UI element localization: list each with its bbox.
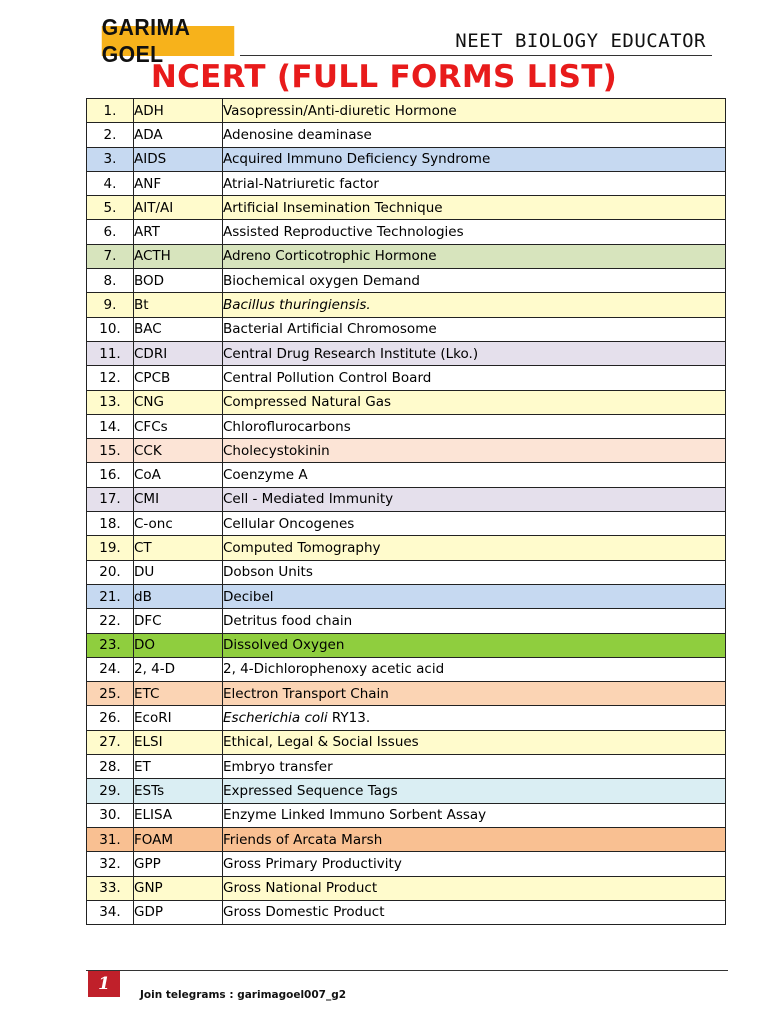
- table-row: [87, 633, 726, 657]
- table-row: [87, 779, 726, 803]
- table-row: [87, 900, 726, 924]
- table-row: [87, 220, 726, 244]
- page-title: NCERT (FULL FORMS LIST): [150, 59, 618, 95]
- page-number-badge: 1: [88, 971, 120, 997]
- abbreviation-cell: ELISA: [134, 803, 223, 827]
- brand-logo: GARIMA GOEL: [102, 26, 234, 56]
- table-row: [87, 755, 726, 779]
- row-number: 14.: [87, 414, 134, 438]
- abbreviation-cell: GPP: [134, 852, 223, 876]
- row-number: 27.: [87, 730, 134, 754]
- full-form-cell: Compressed Natural Gas: [223, 390, 726, 414]
- row-number: 21.: [87, 584, 134, 608]
- full-forms-table: [86, 98, 726, 925]
- row-number: 25.: [87, 682, 134, 706]
- table-row: [87, 803, 726, 827]
- row-number: 18.: [87, 512, 134, 536]
- abbreviation-cell: AIDS: [134, 147, 223, 171]
- table-row: [87, 196, 726, 220]
- header-divider: [240, 55, 712, 56]
- table-row: [87, 852, 726, 876]
- row-number: 9.: [87, 293, 134, 317]
- full-form-suffix: RY13.: [327, 710, 371, 727]
- row-number: 32.: [87, 852, 134, 876]
- full-form-cell: Cholecystokinin: [223, 439, 726, 463]
- row-number: 30.: [87, 803, 134, 827]
- row-number: 15.: [87, 439, 134, 463]
- table-row: [87, 512, 726, 536]
- full-form-cell: Computed Tomography: [223, 536, 726, 560]
- row-number: 4.: [87, 171, 134, 195]
- table-row: [87, 560, 726, 584]
- abbreviation-cell: CT: [134, 536, 223, 560]
- full-form-cell: Adenosine deaminase: [223, 123, 726, 147]
- row-number: 3.: [87, 147, 134, 171]
- full-form-cell: Vasopressin/Anti-diuretic Hormone: [223, 99, 726, 123]
- row-number: 29.: [87, 779, 134, 803]
- full-form-cell: Embryo transfer: [223, 755, 726, 779]
- abbreviation-cell: ANF: [134, 171, 223, 195]
- abbreviation-cell: DO: [134, 633, 223, 657]
- full-form-cell: Biochemical oxygen Demand: [223, 269, 726, 293]
- table-row: [87, 439, 726, 463]
- row-number: 31.: [87, 827, 134, 851]
- table-row: [87, 244, 726, 268]
- row-number: 5.: [87, 196, 134, 220]
- row-number: 7.: [87, 244, 134, 268]
- full-form-cell: Coenzyme A: [223, 463, 726, 487]
- abbreviation-cell: DU: [134, 560, 223, 584]
- full-form-cell: Artificial Insemination Technique: [223, 196, 726, 220]
- full-form-cell: Expressed Sequence Tags: [223, 779, 726, 803]
- abbreviation-cell: DFC: [134, 609, 223, 633]
- abbreviation-cell: CNG: [134, 390, 223, 414]
- table-row: [87, 609, 726, 633]
- row-number: 26.: [87, 706, 134, 730]
- full-forms-table-body: [87, 99, 726, 925]
- row-number: 23.: [87, 633, 134, 657]
- full-form-cell: Acquired Immuno Deficiency Syndrome: [223, 147, 726, 171]
- row-number: 8.: [87, 269, 134, 293]
- full-form-cell: Assisted Reproductive Technologies: [223, 220, 726, 244]
- abbreviation-cell: ET: [134, 755, 223, 779]
- full-form-cell: Chloroflurocarbons: [223, 414, 726, 438]
- table-row: [87, 269, 726, 293]
- abbreviation-cell: Bt: [134, 293, 223, 317]
- row-number: 10.: [87, 317, 134, 341]
- abbreviation-cell: ELSI: [134, 730, 223, 754]
- table-row: [87, 147, 726, 171]
- abbreviation-cell: CMI: [134, 487, 223, 511]
- table-row: [87, 99, 726, 123]
- table-row: [87, 730, 726, 754]
- full-form-cell: Central Pollution Control Board: [223, 366, 726, 390]
- full-form-cell: Enzyme Linked Immuno Sorbent Assay: [223, 803, 726, 827]
- header-tagline: NEET BIOLOGY EDUCATOR: [455, 30, 706, 52]
- abbreviation-cell: 2, 4-D: [134, 657, 223, 681]
- table-row: [87, 341, 726, 365]
- row-number: 6.: [87, 220, 134, 244]
- abbreviation-cell: ACTH: [134, 244, 223, 268]
- full-form-cell: Adreno Corticotrophic Hormone: [223, 244, 726, 268]
- abbreviation-cell: AIT/AI: [134, 196, 223, 220]
- full-form-cell: Friends of Arcata Marsh: [223, 827, 726, 851]
- row-number: 13.: [87, 390, 134, 414]
- row-number: 28.: [87, 755, 134, 779]
- table-row: [87, 706, 726, 730]
- table-row: [87, 390, 726, 414]
- row-number: 20.: [87, 560, 134, 584]
- row-number: 2.: [87, 123, 134, 147]
- abbreviation-cell: GDP: [134, 900, 223, 924]
- footer-telegram-note: Join telegrams : garimagoel007_g2: [140, 989, 347, 1001]
- row-number: 19.: [87, 536, 134, 560]
- table-row: [87, 366, 726, 390]
- table-row: [87, 682, 726, 706]
- abbreviation-cell: FOAM: [134, 827, 223, 851]
- table-row: [87, 657, 726, 681]
- row-number: 1.: [87, 99, 134, 123]
- row-number: 12.: [87, 366, 134, 390]
- full-form-cell: Gross National Product: [223, 876, 726, 900]
- full-form-cell: [223, 706, 726, 730]
- abbreviation-cell: dB: [134, 584, 223, 608]
- full-form-cell: Gross Domestic Product: [223, 900, 726, 924]
- row-number: 24.: [87, 657, 134, 681]
- abbreviation-cell: CDRI: [134, 341, 223, 365]
- table-row: [87, 317, 726, 341]
- table-row: [87, 827, 726, 851]
- table-row: [87, 536, 726, 560]
- full-form-cell: Central Drug Research Institute (Lko.): [223, 341, 726, 365]
- abbreviation-cell: ADA: [134, 123, 223, 147]
- abbreviation-cell: BOD: [134, 269, 223, 293]
- abbreviation-cell: GNP: [134, 876, 223, 900]
- table-row: [87, 487, 726, 511]
- table-row: [87, 123, 726, 147]
- abbreviation-cell: BAC: [134, 317, 223, 341]
- row-number: 17.: [87, 487, 134, 511]
- full-form-cell: Bacillus thuringiensis.: [223, 293, 726, 317]
- full-form-cell: Cell - Mediated Immunity: [223, 487, 726, 511]
- row-number: 22.: [87, 609, 134, 633]
- abbreviation-cell: CFCs: [134, 414, 223, 438]
- table-row: [87, 876, 726, 900]
- abbreviation-cell: ESTs: [134, 779, 223, 803]
- full-form-cell: Cellular Oncogenes: [223, 512, 726, 536]
- full-form-italic: Escherichia coli: [223, 710, 328, 727]
- abbreviation-cell: CPCB: [134, 366, 223, 390]
- table-row: [87, 584, 726, 608]
- full-form-cell: Ethical, Legal & Social Issues: [223, 730, 726, 754]
- row-number: 34.: [87, 900, 134, 924]
- table-row: [87, 414, 726, 438]
- full-form-cell: Atrial-Natriuretic factor: [223, 171, 726, 195]
- full-form-cell: Electron Transport Chain: [223, 682, 726, 706]
- row-number: 33.: [87, 876, 134, 900]
- full-form-cell: Gross Primary Productivity: [223, 852, 726, 876]
- full-form-cell: Dobson Units: [223, 560, 726, 584]
- abbreviation-cell: CCK: [134, 439, 223, 463]
- full-form-cell: 2, 4-Dichlorophenoxy acetic acid: [223, 657, 726, 681]
- abbreviation-cell: CoA: [134, 463, 223, 487]
- table-row: [87, 463, 726, 487]
- abbreviation-cell: ADH: [134, 99, 223, 123]
- abbreviation-cell: ETC: [134, 682, 223, 706]
- table-row: [87, 171, 726, 195]
- table-row: [87, 293, 726, 317]
- footer-divider: [86, 970, 728, 971]
- abbreviation-cell: ART: [134, 220, 223, 244]
- full-form-cell: Detritus food chain: [223, 609, 726, 633]
- full-form-cell: Dissolved Oxygen: [223, 633, 726, 657]
- full-form-cell: Bacterial Artificial Chromosome: [223, 317, 726, 341]
- row-number: 16.: [87, 463, 134, 487]
- abbreviation-cell: C-onc: [134, 512, 223, 536]
- full-form-cell: Decibel: [223, 584, 726, 608]
- abbreviation-cell: EcoRI: [134, 706, 223, 730]
- row-number: 11.: [87, 341, 134, 365]
